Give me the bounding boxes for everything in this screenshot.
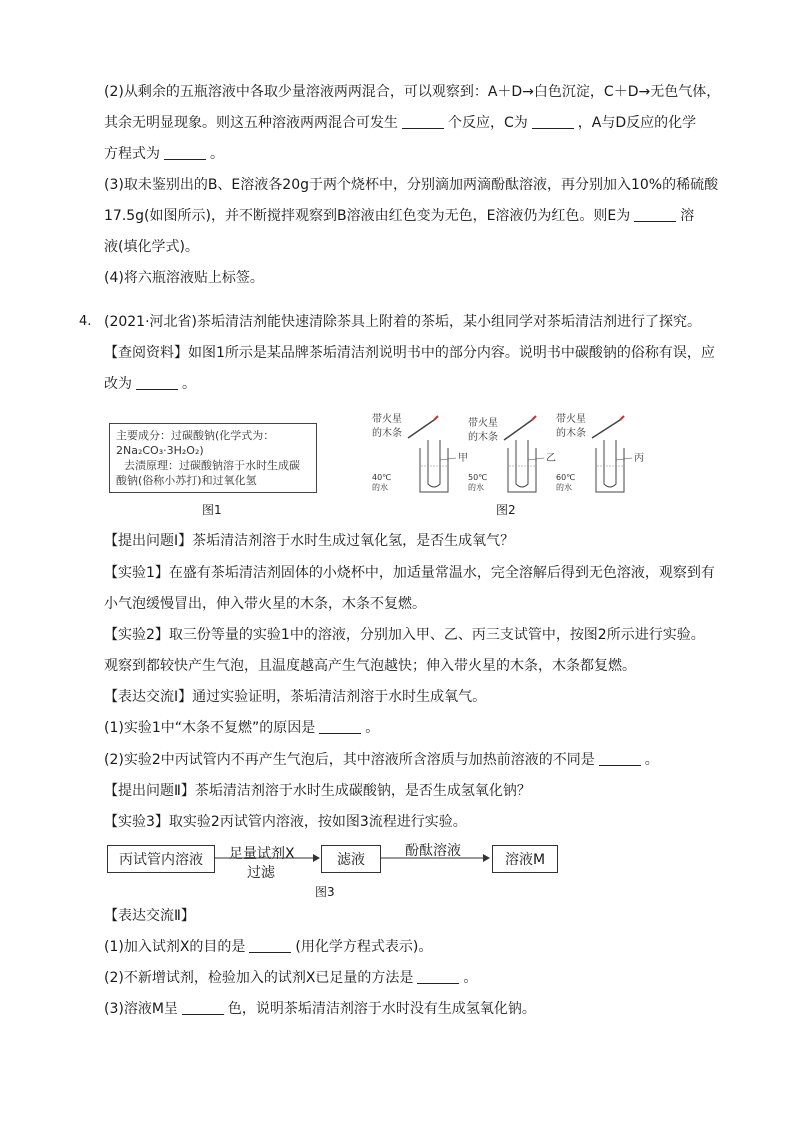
conclusion-1-q1: (1)实验1中“木条不复燃”的原因是 。 (104, 720, 380, 736)
conclusion-2-q2: (2)不新增试剂，检验加入的试剂X已足量的方法是 。 (104, 970, 478, 986)
beaker (508, 448, 536, 492)
water-label-3: 的水 (556, 483, 572, 492)
answer-blank[interactable] (634, 207, 676, 222)
p4-line: (4)将六瓶溶液贴上标签。 (104, 270, 264, 286)
flow-arrow-1 (213, 850, 321, 866)
splint-label-b: 的木条 (556, 428, 586, 439)
q4-info-line1: 【查阅资料】如图1所示是某品牌茶垢清洁剂说明书中的部分内容。说明书中碳酸钠的俗称有误，应 (104, 345, 715, 361)
p3-line3: 液(填化学式)。 (104, 239, 199, 255)
answer-blank[interactable] (417, 969, 459, 984)
splint-label-b: 的木条 (372, 428, 402, 439)
answer-blank[interactable] (182, 1000, 224, 1015)
flow-arrow2-top-label: 酚酞溶液 (405, 843, 461, 859)
p2-line2: 其余无明显现象。则这五种溶液两两混合可发生 个反应，C为 ，A与D反应的化学 (104, 115, 697, 131)
conclusion-2-q1: (1)加入试剂X的目的是 (用化学方程式表示)。 (104, 939, 433, 955)
answer-blank[interactable] (599, 751, 641, 766)
figure-2-apparatus (360, 410, 650, 500)
experiment-3-line: 【实验3】取实验2丙试管内溶液，按如图3流程进行实验。 (104, 814, 467, 830)
apparatus-bing (556, 412, 644, 492)
question-1-heading: 【提出问题Ⅰ】茶垢清洁剂溶于水时生成过氧化氢，是否生成氧气？ (104, 533, 515, 549)
flow-arrow1-top-label: 足量试剂X (229, 846, 295, 862)
conclusion-1: 【表达交流Ⅰ】通过实验证明，茶垢清洁剂溶于水时生成氧气。 (104, 689, 487, 705)
figure-1-box (109, 423, 317, 493)
figure-2-caption: 图2 (496, 503, 516, 517)
flow-arrow1-bottom-label: 过滤 (247, 865, 275, 881)
tube-label-bing: 丙 (634, 453, 644, 464)
splint-label-a: 带火星 (556, 414, 586, 425)
flow-box-tube-solution: 丙试管内溶液 (107, 845, 215, 873)
test-tube (604, 440, 616, 487)
fig1-line3: 去渍原理：过碳酸钠溶于水时生成碳 (124, 459, 300, 472)
beaker (420, 448, 448, 492)
fig1-line2: 2Na₂CO₃·3H₂O₂) (116, 444, 204, 457)
answer-blank[interactable] (402, 114, 444, 129)
experiment-2-line1: 【实验2】取三份等量的实验1中的溶液，分别加入甲、乙、丙三支试管中，按图2所示进行实验。 (104, 627, 705, 643)
flow-box-solution-m: 溶液M (492, 845, 558, 873)
answer-blank[interactable] (249, 938, 291, 953)
flow-box-filtrate: 滤液 (321, 845, 381, 873)
fig1-line1: 主要成分：过碳酸钠(化学式为： (116, 429, 275, 442)
experiment-2-line2: 观察到都较快产生气泡，且温度越高产生气泡越快；伸入带火星的木条，木条都复燃。 (104, 658, 636, 674)
p2-line1: (2)从剩余的五瓶溶液中各取少量溶液两两混合，可以观察到：A＋D→白色沉淀，C＋D→无色气体， (104, 84, 721, 100)
splint-label-a: 带火星 (468, 418, 498, 429)
experiment-1-line2: 小气泡缓慢冒出，伸入带火星的木条，木条不复燃。 (104, 596, 426, 612)
splint-label-a: 带火星 (372, 414, 402, 425)
conclusion-2-title: 【表达交流Ⅱ】 (104, 908, 195, 924)
p3-line2: 17.5g(如图所示)，并不断搅拌观察到B溶液由红色变为无色，E溶液仍为红色。则E为 溶 (104, 208, 695, 224)
water-temp-2: 50℃ (468, 473, 488, 482)
q4-info-line2: 改为 。 (104, 376, 196, 392)
flow-arrow-2 (379, 850, 492, 866)
water-temp-3: 60℃ (556, 473, 576, 482)
p2-line3: 方程式为 。 (104, 146, 224, 162)
splint (408, 420, 434, 438)
test-tube (516, 440, 528, 487)
figure-1-caption: 图1 (202, 503, 222, 517)
apparatus-yi (468, 416, 556, 492)
beaker (596, 448, 624, 492)
answer-blank[interactable] (319, 719, 361, 734)
answer-blank[interactable] (532, 114, 574, 129)
fig1-line4: 酸钠(俗称小苏打)和过氧化氢 (116, 474, 257, 487)
test-tube (428, 440, 440, 487)
splint (504, 420, 532, 440)
tube-label-yi: 乙 (546, 453, 556, 464)
figure-3-caption: 图3 (315, 885, 335, 899)
q4-stem: (2021·河北省)茶垢清洁剂能快速清除茶具上附着的茶垢，某小组同学对茶垢清洁剂进行了探究。 (104, 314, 702, 330)
question-number: 4. (79, 314, 92, 329)
water-label-1: 的水 (372, 483, 388, 492)
answer-blank[interactable] (136, 375, 178, 390)
answer-blank[interactable] (164, 145, 206, 160)
question-2-heading: 【提出问题Ⅱ】茶垢清洁剂溶于水时生成碳酸钠，是否生成氢氧化钠？ (104, 783, 531, 799)
water-label-2: 的水 (468, 483, 484, 492)
experiment-1-line1: 【实验1】在盛有茶垢清洁剂固体的小烧杯中，加适量常温水，完全溶解后得到无色溶液，观察到有 (104, 565, 715, 581)
water-temp-1: 40℃ (372, 473, 392, 482)
conclusion-2-q3: (3)溶液M呈 色，说明茶垢清洁剂溶于水时没有生成氢氧化钠。 (104, 1001, 536, 1017)
conclusion-1-q2: (2)实验2中丙试管内不再产生气泡后，其中溶液所含溶质与加热前溶液的不同是 。 (104, 752, 659, 768)
tube-label-jia: 甲 (458, 453, 468, 464)
p3-line1: (3)取未鉴别出的B、E溶液各20g于两个烧杯中，分别滴加两滴酚酞溶液，再分别加入10%的稀硫酸 (104, 177, 719, 193)
splint-label-b: 的木条 (468, 432, 498, 443)
apparatus-jia (372, 412, 468, 492)
splint (592, 420, 620, 438)
